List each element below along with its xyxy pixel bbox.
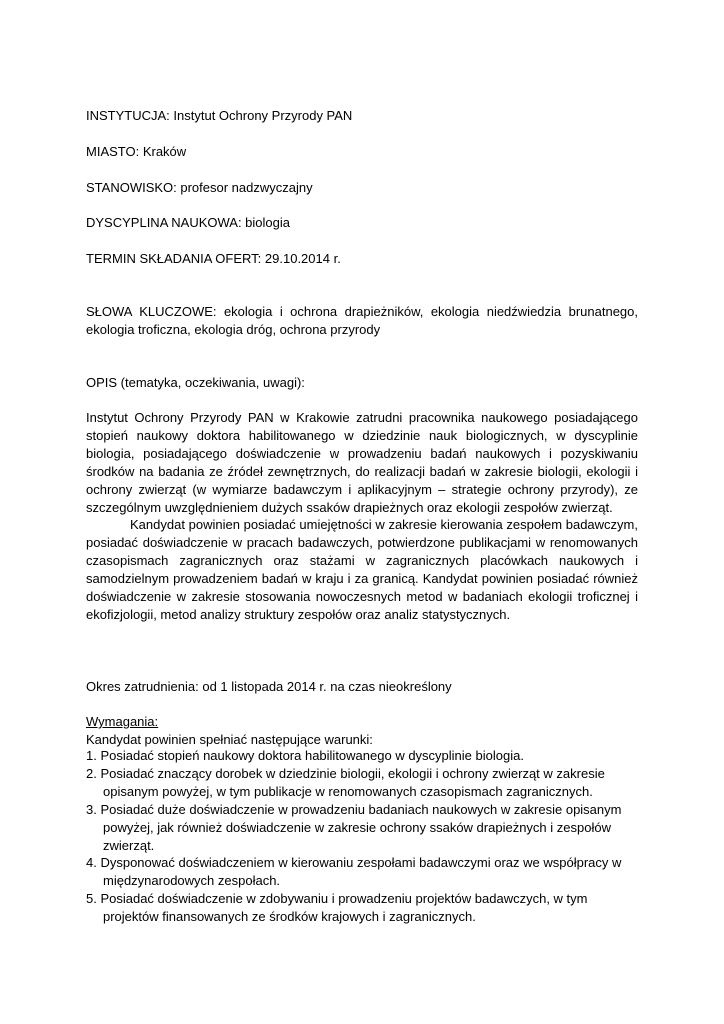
requirements-heading: Wymagania: — [86, 714, 159, 729]
requirement-item: 4. Dysponować doświadczeniem w kierowaniu zespołami badawczymi oraz we współpracy w międzynarodowych zespołach. — [86, 855, 622, 889]
description-heading: OPIS (tematyka, oczekiwania, uwagi): — [86, 375, 305, 390]
keywords-paragraph: SŁOWA KLUCZOWE: ekologia i ochrona drapieżników, ekologia niedźwiedzia brunatnego, ekologia troficzna, ekologia dróg, ochrona przyrody — [86, 304, 638, 337]
description-paragraph-1: Instytut Ochrony Przyrody PAN w Krakowie zatrudni pracownika naukowego posiadającego stopień naukowy doktora habilitowanego w dziedzinie nauk biologicznych, w dyscyplinie biologia, posiadającego doświadczenie w prowadzeniu badań naukowych i pozyskiwaniu środków na badania ze źródeł zewnętrznych, do realizacji badań w zakresie biologii, ekologii i ochrony zwierząt (w wymiarze badawczym i aplikacyjnym – strategie ochrony przyrody), ze szczególnym uwzględnieniem dużych ssaków drapieżnych oraz ekologii zespołów zwierząt. — [86, 410, 638, 515]
requirement-item: 3. Posiadać duże doświadczenie w prowadzeniu badaniach naukowych w zakresie opisanym powyżej, jak również doświadczenie w zakresie ochrony ssaków drapieżnych i zespołów zwierząt. — [86, 801, 622, 853]
position-field: STANOWISKO: profesor nadzwyczajny — [86, 180, 313, 195]
requirement-item: 2. Posiadać znaczący dorobek w dziedzinie biologii, ekologii i ochrony zwierząt w zakresie opisanym powyżej, w tym publikacje w renomowanych czasopismach zagranicznych. — [86, 765, 605, 799]
deadline-field: TERMIN SKŁADANIA OFERT: 29.10.2014 r. — [86, 251, 341, 266]
city-field: MIASTO: Kraków — [86, 144, 187, 159]
institution-field: INSTYTUCJA: Instytut Ochrony Przyrody PAN — [86, 108, 353, 123]
description-body — [86, 409, 638, 624]
requirement-item: 5. Posiadać doświadczenie w zdobywaniu i prowadzeniu projektów badawczych, w tym projektów finansowanych ze środków krajowych i zagranicznych. — [86, 891, 588, 925]
employment-period: Okres zatrudnienia: od 1 listopada 2014 r. na czas nieokreślony — [86, 679, 452, 694]
requirement-item: 1. Posiadać stopień naukowy doktora habilitowanego w dyscyplinie biologia. — [86, 748, 524, 763]
requirements-list — [86, 747, 638, 926]
requirements-intro: Kandydat powinien spełniać następujące warunki: — [86, 732, 373, 747]
discipline-field: DYSCYPLINA NAUKOWA: biologia — [86, 215, 290, 230]
description-paragraph-2: Kandydat powinien posiadać umiejętności w zakresie kierowania zespołem badawczym, posiadać doświadczenie w pracach badawczych, potwierdzone publikacjami w renomowanych czasopismach zagranicznych oraz stażami w zagranicznych placówkach naukowych i samodzielnym prowadzeniem badań w kraju i za granicą. Kandydat powinien posiadać również doświadczenie w zakresie stosowania nowoczesnych metod w badaniach ekologii troficznej i ekofizjologii, metod analizy struktury zespołów oraz analiz statystycznych. — [86, 517, 638, 622]
